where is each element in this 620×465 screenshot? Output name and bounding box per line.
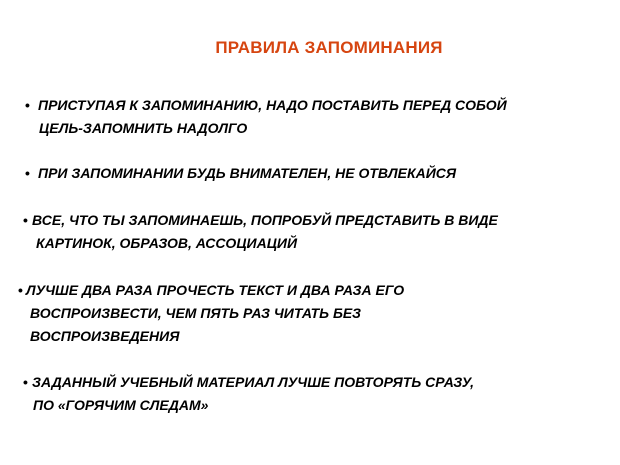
rule-line [18,279,404,302]
bullet-icon: • [25,165,30,181]
rule-text: ЛУЧШЕ ДВА РАЗА ПРОЧЕСТЬ ТЕКСТ И ДВА РАЗА ЕГО [26,282,405,298]
bullet-icon: • [23,212,28,228]
rule-text: ЗАДАННЫЙ УЧЕБНЫЙ МАТЕРИАЛ ЛУЧШЕ ПОВТОРЯТЬ СРАЗУ, [32,374,475,390]
rule-line [25,94,507,117]
rule-line [23,209,498,232]
page-title: ПРАВИЛА ЗАПОМИНАНИЯ [215,38,443,57]
rule-line: ВОСПРОИЗВЕСТИ, ЧЕМ ПЯТЬ РАЗ ЧИТАТЬ БЕЗ [30,305,362,321]
rule-line: ПО «ГОРЯЧИМ СЛЕДАМ» [33,397,209,413]
rule-item [25,162,456,185]
rule-text: ВСЕ, ЧТО ТЫ ЗАПОМИНАЕШЬ, ПОПРОБУЙ ПРЕДСТАВИТЬ В ВИДЕ [32,212,498,228]
rule-item [25,94,507,140]
rule-item [23,209,498,255]
rule-line: ВОСПРОИЗВЕДЕНИЯ [30,328,180,344]
rule-line [23,371,474,394]
rule-item [23,371,474,417]
rule-text: ПРИ ЗАПОМИНАНИИ БУДЬ ВНИМАТЕЛЕН, НЕ ОТВЛЕКАЙСЯ [38,165,457,181]
bullet-icon: • [23,374,28,390]
rule-line: КАРТИНОК, ОБРАЗОВ, АССОЦИАЦИЙ [36,235,298,251]
bullet-icon: • [18,282,23,298]
rule-text: ПРИСТУПАЯ К ЗАПОМИНАНИЮ, НАДО ПОСТАВИТЬ ПЕРЕД СОБОЙ [38,97,507,113]
rule-line: ЦЕЛЬ-ЗАПОМНИТЬ НАДОЛГО [39,120,248,136]
bullet-icon: • [25,97,30,113]
rule-line [25,162,456,185]
rule-item [18,279,404,348]
